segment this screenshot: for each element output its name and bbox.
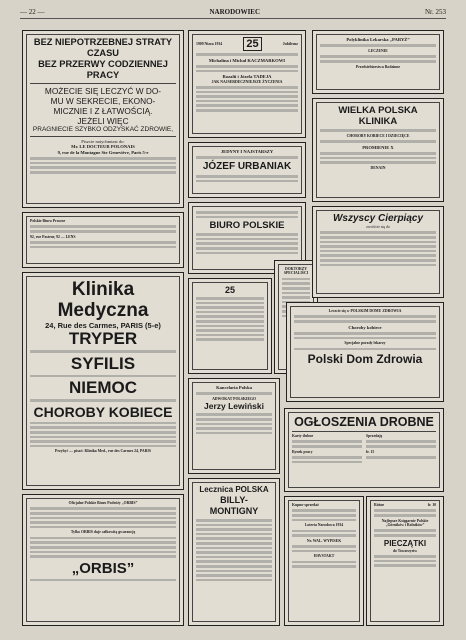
ad-brand: „ORBIS” bbox=[71, 559, 135, 577]
classifieds-section bbox=[284, 408, 444, 492]
ad-line-4: do Towarzystw bbox=[392, 548, 418, 553]
ad-klinika-medyczna bbox=[22, 272, 184, 490]
ad-line-9: Mr. LE DOCTEUR POLONAIS bbox=[71, 144, 135, 150]
ad-line-1: Najlepsze Księgarnie Polskie bbox=[381, 518, 429, 523]
ad-line-7: PRAGNIECIE SZYBKO ODZYSKAĆ ZDROWIE, bbox=[32, 126, 174, 133]
ad-title: BIURO POLSKIE bbox=[209, 220, 285, 232]
page-number-left: — 22 — bbox=[20, 8, 45, 16]
ad-top-line: Leczcie się w POLSKIM DOMU ZDROWIA bbox=[328, 309, 402, 313]
page-header bbox=[20, 6, 446, 19]
ad-number-badge: 25 bbox=[224, 285, 235, 295]
ad-paragraph: Tylko ORBIS daje całkowitą gwarancję bbox=[70, 530, 136, 535]
ad-place: BILLY-MONTIGNY bbox=[209, 495, 259, 516]
ad-line-1: zwróćcie się do bbox=[366, 225, 390, 229]
ad-word-2: SYFILIS bbox=[70, 353, 136, 373]
ad-kancelaria-polska bbox=[188, 378, 280, 474]
ad-wszyscy-cierpiacy bbox=[312, 206, 444, 298]
ad-dates: 1909 Nizza 1934 bbox=[196, 41, 223, 46]
classified-heading: Karty ślubne bbox=[292, 434, 314, 438]
ad-polskie-biuro-prawne bbox=[22, 212, 184, 268]
ad-title: DOKTORZY SPECIALIŚCI bbox=[283, 267, 309, 276]
ad-wielka-polska-klinika bbox=[312, 98, 444, 202]
ad-headline-2: BEZ PRZERWY CODZIENNEJ PRACY bbox=[38, 59, 168, 80]
ad-title: WIELKA POLSKA KLINIKA bbox=[338, 105, 418, 127]
ad-jozef-urbaniak bbox=[188, 142, 306, 198]
classified-column-left bbox=[284, 496, 364, 626]
ad-doctor-polonais bbox=[22, 30, 184, 208]
ad-line-3: DENAIN bbox=[370, 165, 386, 170]
ad-line-2: Specjalne porady lekarzy bbox=[344, 341, 386, 346]
classified-heading: Różne bbox=[374, 503, 385, 507]
ad-address: 92, rue Pasteur, 92 — LENS bbox=[30, 234, 76, 239]
ad-line-5: JAK NAJSERDECZNIEJSZE ŻYCZENIA bbox=[211, 79, 283, 84]
ad-line-6: JEŻELI WIĘC bbox=[77, 116, 129, 126]
ad-name: Jerzy Lewiński bbox=[203, 401, 264, 412]
ad-title: Oficjalne Polskie Biuro Podróży „ORBIS” bbox=[68, 501, 138, 505]
ad-name: JÓZEF URBANIAK bbox=[202, 161, 292, 172]
ad-line-3: PIECZĄTKI bbox=[383, 538, 427, 548]
ad-line-8: Piszcie natychmiast do: bbox=[81, 139, 125, 144]
ad-headline-1: BEZ NIEPOTRZEBNEJ STRATY CZASU bbox=[33, 37, 173, 58]
ad-line-2: „Górników i Rolników” bbox=[385, 523, 425, 527]
ad-line-1: JEDYNY I NAJSTARSZY bbox=[220, 149, 274, 154]
ad-line-5: MICZNIE I Z ŁATWOŚCIĄ. bbox=[53, 106, 153, 116]
ad-word-3: NIEMOC bbox=[69, 378, 137, 398]
ad-number-badge: 25 bbox=[243, 37, 261, 51]
ad-word-1: TRYPER bbox=[68, 329, 138, 348]
ad-subtitle: ADWOKAT POLSKIEGO bbox=[212, 397, 256, 401]
classified-heading: Rynek pracy bbox=[292, 449, 313, 454]
ad-line-3: Przedsiebiorstwa Rodzinne bbox=[355, 64, 401, 69]
ad-line-2: PROMIENIE X bbox=[362, 144, 394, 150]
ad-line-1: CHOROBY KOBIECE I DZIECIĘCE bbox=[346, 133, 410, 138]
ad-title: Polyklinika Lekarska „PARYŻ” bbox=[346, 37, 410, 42]
classified-heading: Sprzedaję bbox=[366, 434, 383, 438]
issue-number: Nr. 253 bbox=[425, 8, 446, 16]
ad-address: 24, Rue des Carmes, PARIS (5-e) bbox=[45, 321, 161, 330]
ad-footer: Przybyć — pisać: Klinika Med., rue des Carmes 24, PARIS bbox=[55, 449, 151, 454]
ad-title: Wszyscy Cierpiący bbox=[332, 213, 424, 224]
ad-word-4: CHOROBY KOBIECE bbox=[33, 403, 173, 420]
classified-heading: Kupno-sprzedaż bbox=[292, 503, 319, 507]
ad-loteria-title: Loteria Narodowa 1934 bbox=[304, 523, 344, 528]
classified-column-right bbox=[366, 496, 444, 626]
classified-price: fr. 10 bbox=[427, 503, 436, 507]
ad-polyklinika-paryz bbox=[312, 30, 444, 94]
ad-loteria-line: HAVSTAKT bbox=[313, 554, 335, 559]
ad-jubileusz bbox=[188, 30, 306, 138]
ad-lecznica-polska bbox=[188, 478, 280, 626]
ad-polski-dom-zdrowia bbox=[286, 302, 444, 402]
ad-title: Polski Dom Zdrowia bbox=[307, 352, 423, 367]
ad-title: Kancelaria Polska bbox=[216, 385, 252, 390]
masthead: NARODOWIEC bbox=[209, 8, 261, 16]
ad-title: Lecznica POLSKA bbox=[199, 485, 269, 494]
ad-jubileusz-2 bbox=[188, 278, 272, 374]
ad-title: Klinika Medyczna bbox=[57, 279, 149, 321]
ad-line-4: MU W SEKRECIE, EKONO- bbox=[50, 96, 156, 106]
ad-orbis bbox=[22, 494, 184, 626]
ad-line-3: Michalina i Michał KACZMARKOWI bbox=[208, 57, 286, 63]
ad-loteria-line: Nr. WAL. WYPISEK bbox=[306, 538, 342, 543]
ad-line-1: Choroby kobiece bbox=[348, 324, 382, 330]
ad-title: Polskie Biuro Prawne bbox=[30, 219, 66, 223]
classified-price: fr. 15 bbox=[366, 449, 375, 454]
ad-line-4: Rozalii i Józefa TADEJA bbox=[222, 74, 272, 80]
ad-line-2: LECZENIE bbox=[368, 49, 388, 53]
ad-line-10: 9, rue de la Montagne Ste Geneviève, Paris 5-e bbox=[57, 149, 149, 155]
ad-line-3: MOŻECIE SIĘ LECZYĆ W DO- bbox=[44, 86, 162, 96]
classifieds-title: OGŁOSZENIA DROBNE bbox=[294, 415, 434, 429]
ad-jubilee-label: Jubileusz bbox=[282, 41, 298, 46]
